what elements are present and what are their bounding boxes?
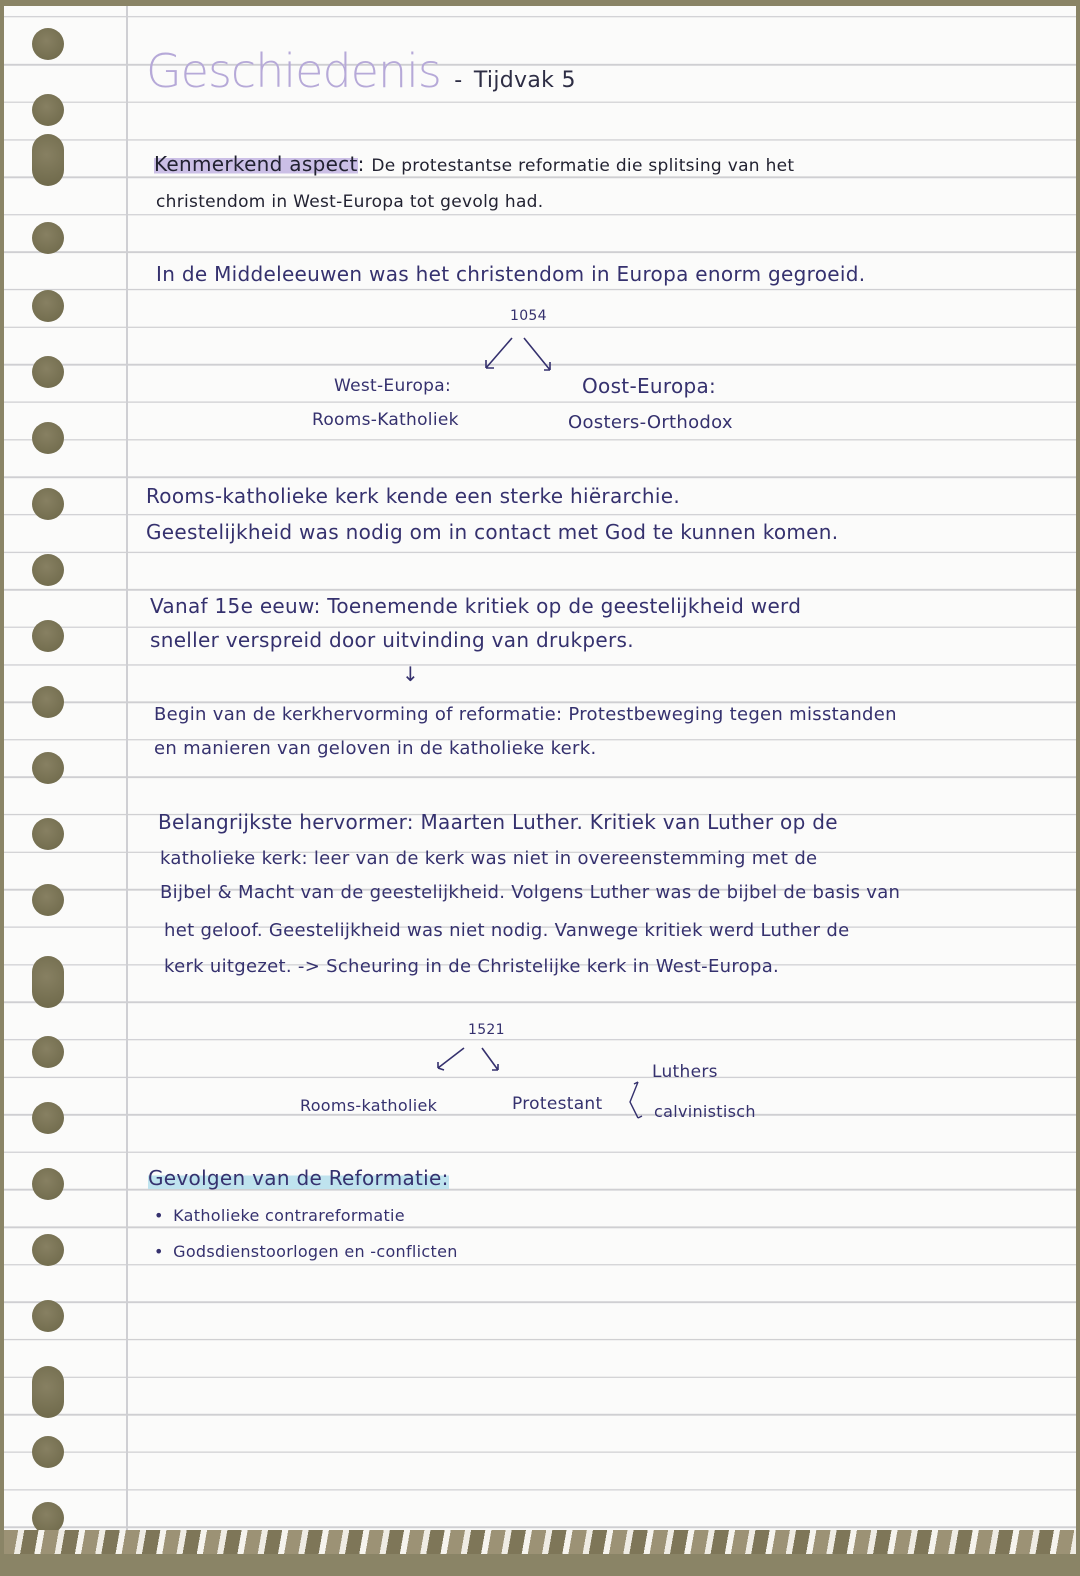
diagram-1521-branch-top: Luthers [652, 1062, 718, 1082]
diagram-1521-branch-bottom: calvinistisch [654, 1102, 756, 1121]
punch-hole-icon [32, 752, 64, 784]
punch-hole-icon [32, 222, 64, 254]
punch-hole-icon [32, 290, 64, 322]
punch-hole-icon [32, 1102, 64, 1134]
reformatie-line2: en manieren van geloven in de katholieke kerk. [154, 738, 597, 759]
split-arrows-icon [474, 334, 564, 380]
gevolgen-item-text: Godsdienstoorlogen en -conflicten [173, 1242, 458, 1261]
diagram-1054-year: 1054 [510, 308, 547, 324]
split-arrows-icon [424, 1044, 524, 1080]
down-arrow-icon: ↓ [402, 662, 420, 686]
punch-hole-icon [32, 620, 64, 652]
diagram-1521-year: 1521 [468, 1022, 505, 1038]
punch-hole-icon [32, 1234, 64, 1266]
gevolgen-item [154, 1206, 405, 1225]
page-header [146, 44, 576, 98]
luther-line1: Belangrijkste hervormer: Maarten Luther. Kritiek van Luther op de [158, 810, 838, 834]
punch-hole-icon [32, 134, 64, 186]
page-title: Geschiedenis [146, 44, 441, 98]
luther-line2: katholieke kerk: leer van de kerk was niet in overeenstemming met de [160, 848, 818, 869]
diagram-left-church: Rooms-Katholiek [312, 410, 459, 430]
punch-hole-icon [32, 1366, 64, 1418]
punch-hole-icon [32, 884, 64, 916]
torn-edge [4, 1530, 1076, 1554]
punch-hole-icon [32, 956, 64, 1008]
punch-hole-icon [32, 94, 64, 126]
punch-hole-icon [32, 686, 64, 718]
punch-hole-icon [32, 554, 64, 586]
diagram-1521-left: Rooms-katholiek [300, 1096, 438, 1115]
margin-line [126, 6, 128, 1554]
diagram-left-region: West-Europa: [334, 376, 451, 396]
kenmerkend-aspect-line2: christendom in West-Europa tot gevolg had. [156, 192, 544, 212]
kenmerkend-aspect-line1 [154, 152, 794, 176]
diagram-right-church: Oosters-Orthodox [568, 412, 733, 433]
page-subtitle: Tijdvak 5 [473, 68, 576, 93]
gevolgen-heading-text: Gevolgen van de Reformatie: [148, 1166, 449, 1190]
diagram-right-region: Oost-Europa: [582, 374, 717, 398]
luther-line4: het geloof. Geestelijkheid was niet nodig. Vanwege kritiek werd Luther de [164, 920, 850, 941]
punch-hole-icon [32, 818, 64, 850]
gevolgen-item [154, 1242, 458, 1261]
punch-hole-icon [32, 28, 64, 60]
punch-hole-icon [32, 1036, 64, 1068]
punch-hole-icon [32, 1300, 64, 1332]
kenmerkend-aspect-text: De protestantse reformatie die splitsing van het [371, 156, 795, 176]
hierarchie-line2: Geestelijkheid was nodig om in contact met God te kunnen komen. [146, 520, 839, 544]
gevolgen-item-text: Katholieke contrareformatie [173, 1206, 405, 1225]
label-colon: : [357, 152, 365, 176]
hierarchie-line1: Rooms-katholieke kerk kende een sterke hiërarchie. [146, 484, 680, 508]
punch-hole-icon [32, 1436, 64, 1468]
gevolgen-heading [148, 1166, 449, 1190]
punch-hole-icon [32, 422, 64, 454]
middeleeuwen-sentence: In de Middeleeuwen was het christendom in Europa enorm gegroeid. [156, 262, 866, 286]
branch-brace-icon [620, 1078, 650, 1128]
title-separator: - [454, 68, 463, 93]
kenmerkend-aspect-label: Kenmerkend aspect [154, 152, 358, 176]
bullet-icon: • [154, 1242, 164, 1261]
kritiek-line1: Vanaf 15e eeuw: Toenemende kritiek op de geestelijkheid werd [150, 594, 802, 618]
diagram-1521-right: Protestant [512, 1094, 603, 1114]
punch-hole-icon [32, 356, 64, 388]
punch-hole-icon [32, 1168, 64, 1200]
notebook-page [4, 6, 1076, 1554]
bullet-icon: • [154, 1206, 164, 1225]
luther-line5: kerk uitgezet. -> Scheuring in de Christelijke kerk in West-Europa. [164, 956, 780, 977]
luther-line3: Bijbel & Macht van de geestelijkheid. Volgens Luther was de bijbel de basis van [160, 882, 901, 903]
reformatie-line1: Begin van de kerkhervorming of reformatie: Protestbeweging tegen misstanden [154, 704, 897, 725]
kritiek-line2: sneller verspreid door uitvinding van drukpers. [150, 628, 634, 652]
punch-hole-icon [32, 488, 64, 520]
